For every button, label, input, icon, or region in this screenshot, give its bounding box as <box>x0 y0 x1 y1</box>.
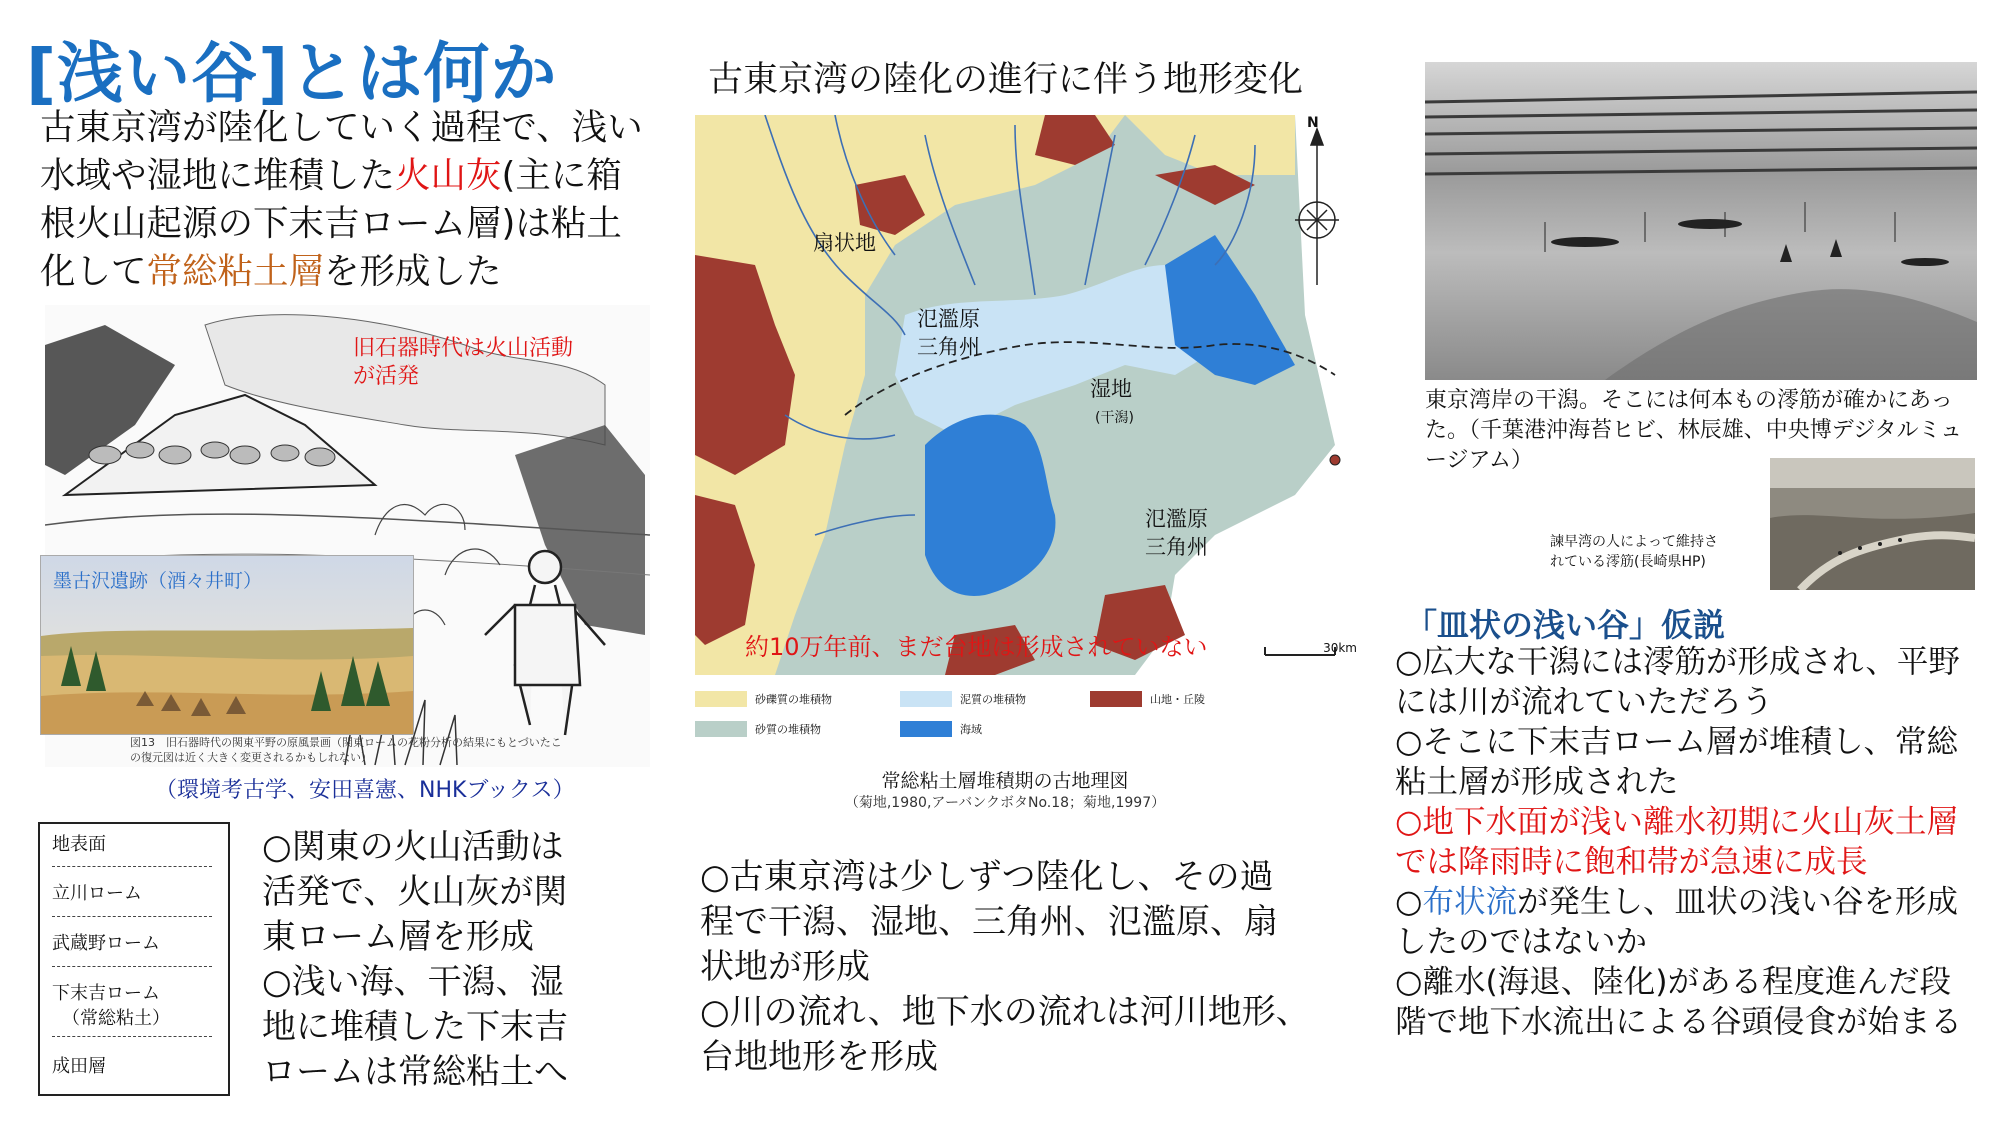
left-body-line: 地に堆積した下末吉 <box>262 1007 568 1047</box>
map-label-delta-1 <box>917 305 980 361</box>
strata-row-surface: 地表面 <box>52 834 106 855</box>
center-body-line: ○古東京湾は少しずつ陸化し、その過 <box>700 857 1274 897</box>
paleo-map-drawing <box>695 115 1365 675</box>
strata-note-clay: （常総粘土） <box>62 1008 170 1029</box>
map-label-delta-2 <box>1145 505 1208 561</box>
strata-column <box>38 822 230 1096</box>
legend-swatch-sea <box>900 721 952 737</box>
photo-caption: 東京湾岸の干潟。そこには何本もの澪筋が確かにあった。（千葉港沖海苔ヒビ、林辰雄、中央博デジタルミュージアム） <box>1425 388 1963 473</box>
center-body <box>700 855 1380 1080</box>
strata-row-narita: 成田層 <box>52 1056 106 1077</box>
legend-swatch-mountain <box>1090 691 1142 707</box>
map-label-wetland-sub: (干潟) <box>1095 410 1134 426</box>
page-title: [浅い谷]とは何か <box>26 35 558 112</box>
strata-divider <box>52 1036 212 1037</box>
map-label-delta-2a: 氾濫原 <box>1145 507 1208 531</box>
strata-divider <box>52 866 212 867</box>
strata-divider <box>52 916 212 917</box>
left-body-line: 東ローム層を形成 <box>262 917 534 957</box>
map-label-delta-2b: 三角州 <box>1145 535 1208 559</box>
center-body-line: 状地が形成 <box>700 947 870 987</box>
center-body-line: ○川の流れ、地下水の流れは河川地形、 <box>700 992 1310 1032</box>
volcano-note: 旧石器時代は火山活動が活発 <box>353 336 574 389</box>
legend-item <box>695 691 832 707</box>
center-body-line: 台地地形を形成 <box>700 1037 938 1077</box>
isahaya-inset-photo <box>1770 458 1975 590</box>
tidal-flat-photo <box>1425 62 1977 380</box>
map-legend <box>695 685 1335 745</box>
legend-label: 山地・丘陵 <box>1150 693 1205 706</box>
left-body <box>262 825 642 1095</box>
site-inset <box>40 555 414 735</box>
map-label-delta-1b: 三角州 <box>917 335 980 359</box>
map-label-fan: 扇状地 <box>813 231 876 255</box>
strata-row-shimosueyoshi: 下末吉ローム <box>52 983 160 1004</box>
intro-highlight-volcanic-ash: 火山灰 <box>395 155 502 196</box>
hypothesis-item-4 <box>1395 882 1980 962</box>
map-caption: 常総粘土層堆積期の古地理図 <box>881 770 1129 792</box>
isahaya-caption-line-1: 諫早湾の人によって維持さ <box>1550 534 1718 550</box>
intro-highlight-clay: 常総粘土層 <box>146 251 325 292</box>
left-body-line: ロームは常総粘土へ <box>262 1052 568 1092</box>
strata-divider <box>52 966 212 967</box>
map-label-delta-1a: 氾濫原 <box>917 307 980 331</box>
map-label-wetland: 湿地 <box>1090 377 1132 401</box>
left-body-line: ○関東の火山活動は <box>262 827 564 867</box>
legend-item <box>900 691 1026 707</box>
hypothesis-body <box>1395 642 1980 1042</box>
hypothesis-item-4-rest: が発生し、皿状の浅い谷を形成したのではないか <box>1395 884 1959 960</box>
sketch-citation: （環境考古学、安田喜憲、NHKブックス） <box>155 778 575 803</box>
map-north-label: N <box>1307 115 1319 131</box>
hypothesis-heading: 「皿状の浅い谷」仮説 <box>1405 606 1726 644</box>
paleo-map <box>695 115 1365 675</box>
left-body-line: 活発で、火山灰が関 <box>262 872 568 912</box>
map-citation: （菊地,1980,アーバンクボタNo.18；菊地,1997） <box>844 795 1166 811</box>
legend-label: 海域 <box>960 723 982 736</box>
hypothesis-item-5: ○離水(海退、陸化)がある程度進んだ段階で地下水流出による谷頭侵食が始まる <box>1395 964 1963 1040</box>
intro-part-2: (主に箱根火山起源の下末吉ローム層)は粘土化して <box>40 155 622 292</box>
sketch-figure-caption: 図13 旧石器時代の関東平野の原風景画（関東ロームの花粉分析の結果にもとづいたこの復元図は近く大きく変更されるかもしれない） <box>130 736 562 764</box>
hypothesis-item-4-highlight: 布状流 <box>1422 884 1518 920</box>
strata-row-musashino: 武蔵野ローム <box>52 933 160 954</box>
legend-swatch-sand-gravel <box>695 691 747 707</box>
map-scale-label: 30km <box>1323 641 1357 655</box>
map-age-note: 約10万年前、まだ台地は形成されていない <box>745 633 1208 661</box>
legend-swatch-mud <box>900 691 952 707</box>
intro-part-1: 古東京湾が陸化していく過程で、浅い水域や湿地に堆積した <box>40 107 643 196</box>
legend-swatch-sand <box>695 721 747 737</box>
hypothesis-item-4-bullet: ○ <box>1395 884 1423 920</box>
site-label: 墨古沢遺跡（酒々井町） <box>53 570 263 592</box>
left-body-line: ○浅い海、干潟、湿 <box>262 962 564 1002</box>
hypothesis-item-2: ○そこに下末吉ローム層が堆積し、常総粘土層が形成された <box>1395 724 1958 800</box>
hypothesis-item-3: ○地下水面が浅い離水初期に火山灰土層では降雨時に飽和帯が急速に成長 <box>1395 804 1958 880</box>
legend-item <box>900 721 982 737</box>
map-title: 古東京湾の陸化の進行に伴う地形変化 <box>708 60 1304 100</box>
tidal-flat-image <box>1425 62 1977 380</box>
intro-part-3: を形成した <box>324 251 502 292</box>
center-body-line: 程で干潟、湿地、三角州、氾濫原、扇 <box>700 902 1278 942</box>
isahaya-image <box>1770 458 1975 590</box>
legend-item <box>695 721 821 737</box>
strata-row-tachikawa: 立川ローム <box>52 883 142 904</box>
intro-text <box>40 104 655 296</box>
legend-item <box>1090 691 1205 707</box>
hypothesis-item-1: ○広大な干潟には澪筋が形成され、平野には川が流れていただろう <box>1395 644 1960 720</box>
isahaya-caption-line-2: れている澪筋(長崎県HP) <box>1550 554 1706 570</box>
legend-label: 泥質の堆積物 <box>960 693 1026 706</box>
legend-label: 砂質の堆積物 <box>755 723 821 736</box>
legend-label: 砂礫質の堆積物 <box>755 693 832 706</box>
isahaya-caption <box>1550 532 1718 572</box>
